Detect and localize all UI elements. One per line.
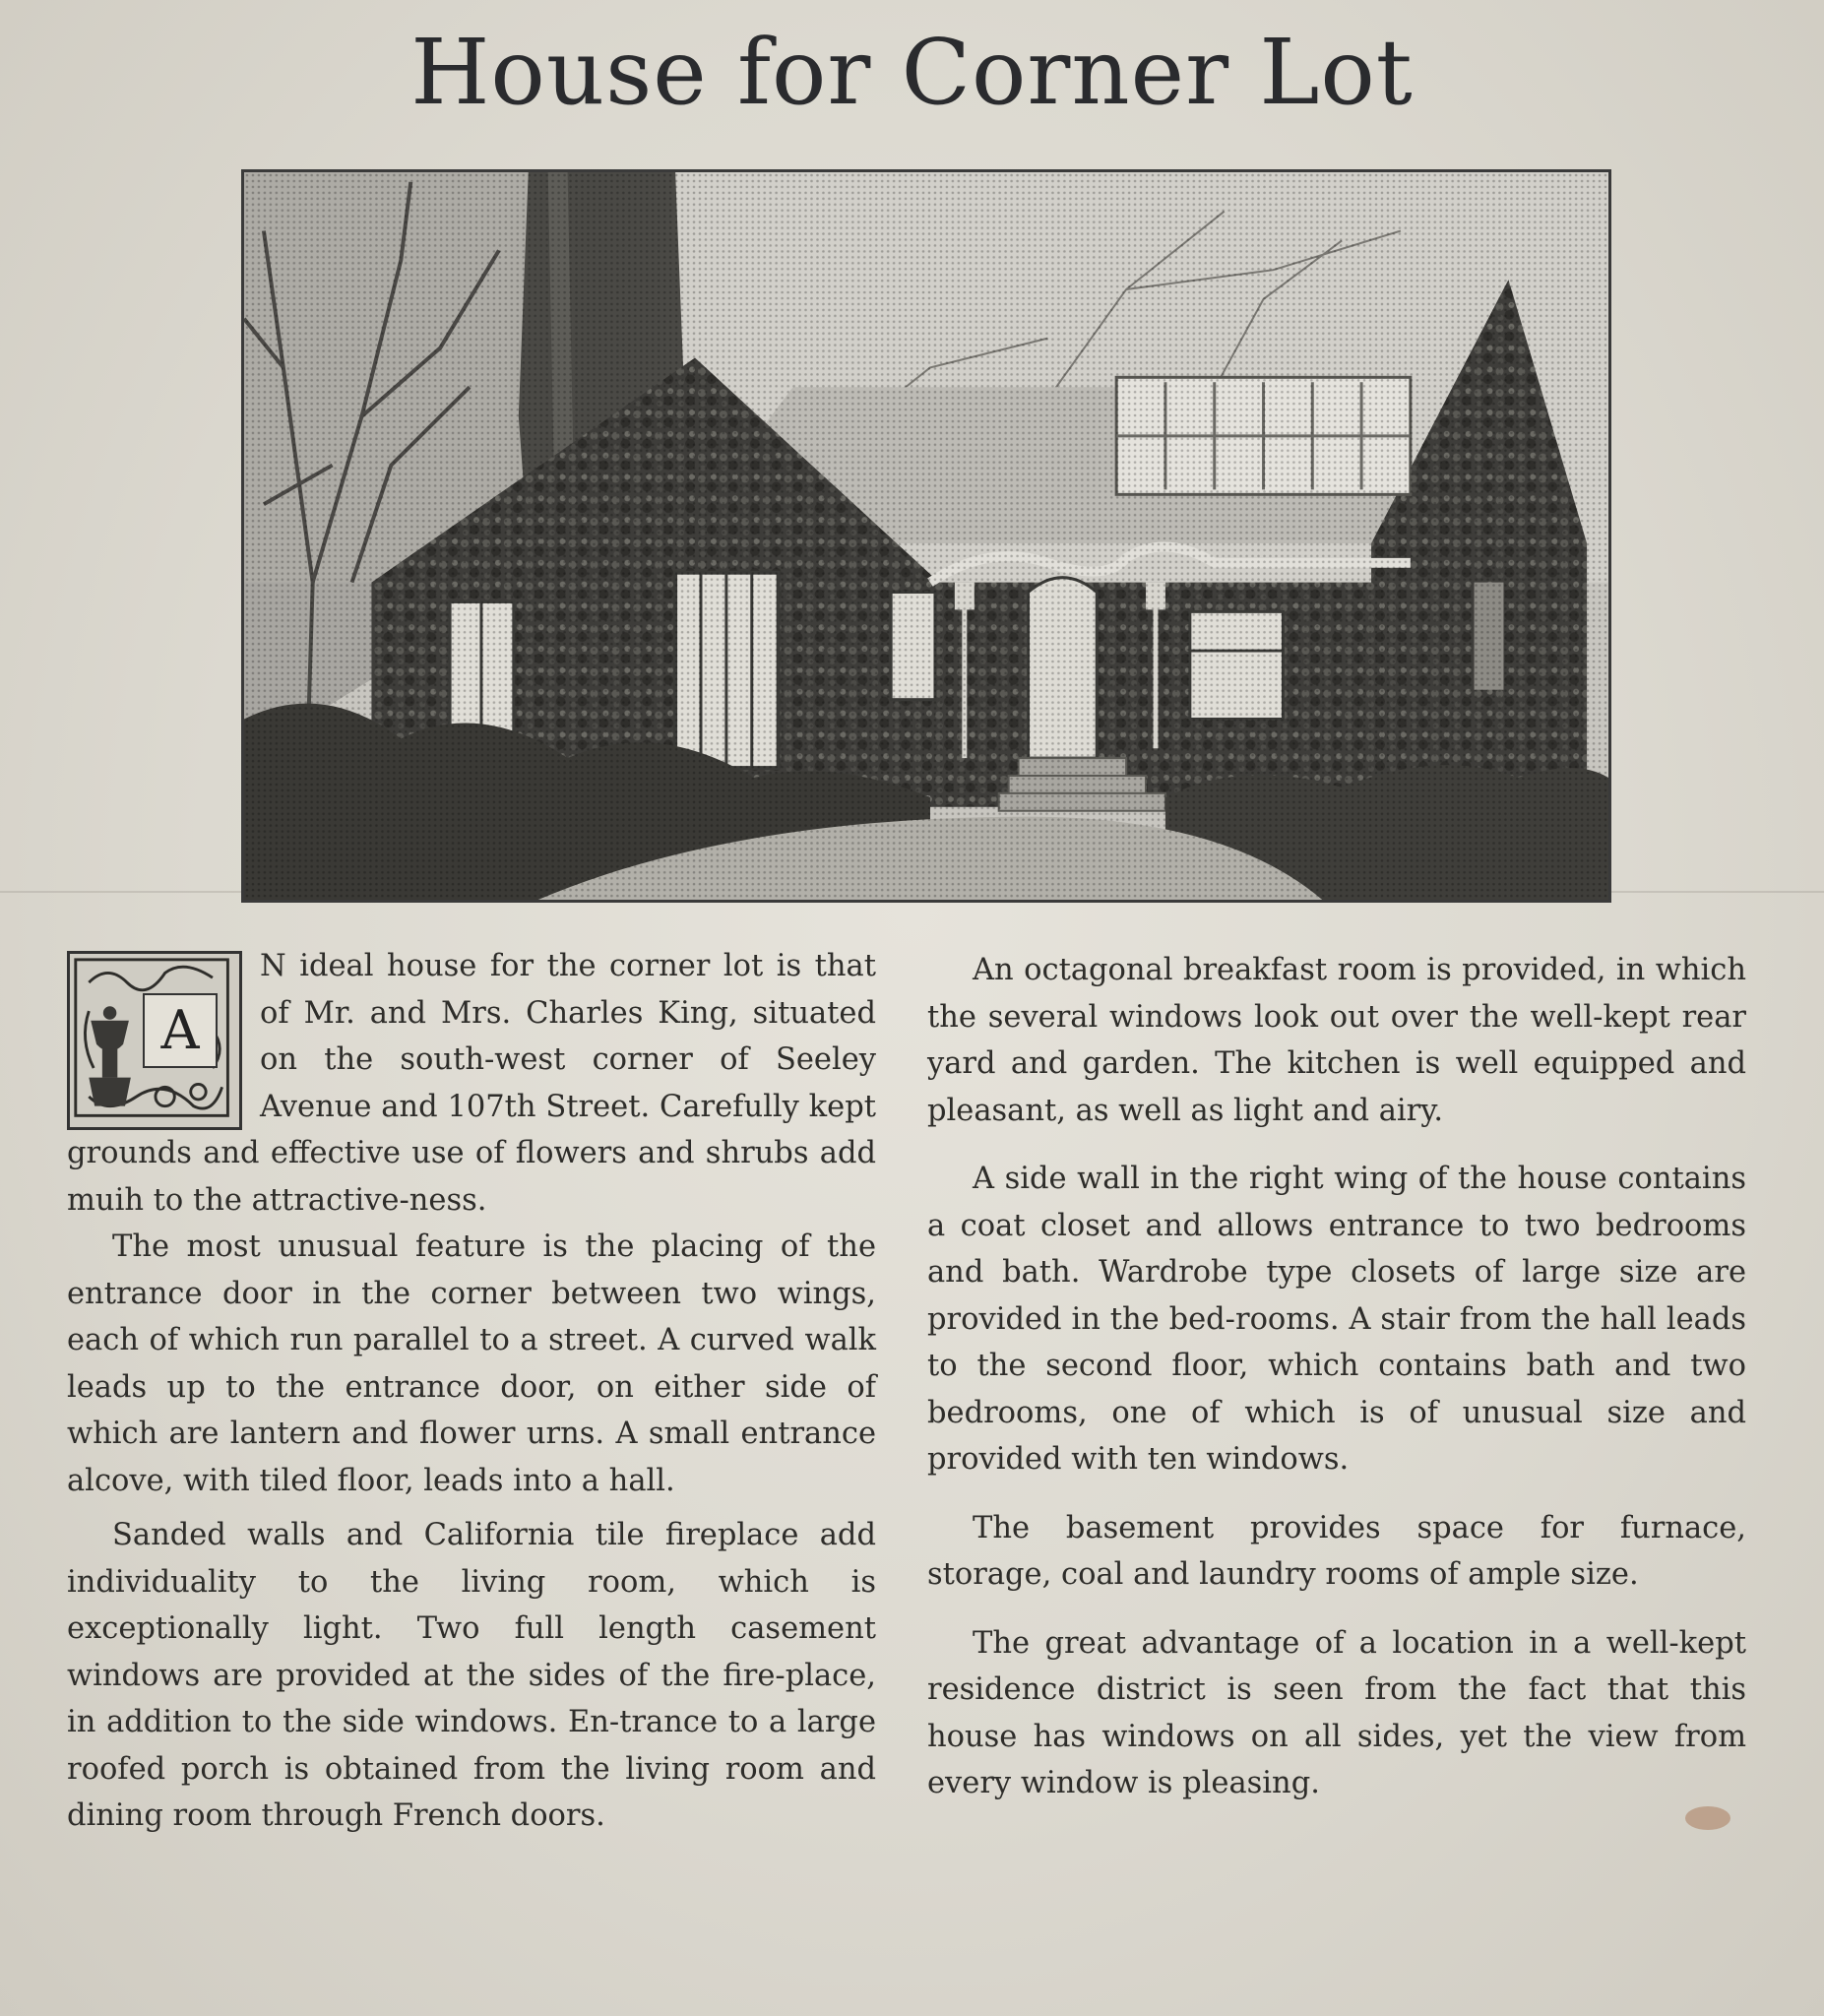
left-column	[67, 943, 876, 1840]
left-paragraph-3: Sanded walls and California tile fireplace add individuality to the living room, which is exceptionally light. Two full length casement windows are provided at the sides of the fire-place, in addition to the side windows. En-trance to a large roofed porch is obtained from the living room and dining room through French doors.	[67, 1518, 876, 1833]
article-title: House for Corner Lot	[410, 20, 1414, 125]
right-paragraph-4: The great advantage of a location in a well-kept residence district is seen from the fact that this house has windows on all sides, yet the view from every window is pleasing.	[927, 1625, 1746, 1800]
drop-cap-letter: A	[143, 993, 218, 1068]
ornamental-drop-cap	[67, 951, 242, 1130]
left-paragraph-1: N ideal house for the corner lot is that of Mr. and Mrs. Charles King, situated on the south-west corner of Seeley Avenue and 107th Street. Carefully kept grounds and effective use of flowers and shrubs add muih to the attractive-ness.	[67, 949, 876, 1218]
right-paragraph-1: An octagonal breakfast room is provided, in which the several windows look out over the well-kept rear yard and garden. The kitchen is well equipped and pleasant, as well as light and airy.	[927, 953, 1746, 1128]
right-paragraph-3: The basement provides space for furnace, storage, coal and laundry rooms of ample size.	[927, 1510, 1746, 1592]
right-paragraph-2: A side wall in the right wing of the house contains a coat closet and allows entrance to two bedrooms and bath. Wardrobe type closets of large size are provided in the bed-rooms. A stair from the hall leads to the second floor, which contains bath and two bedrooms, one of which is of unusual size and provided with ten windows.	[927, 1162, 1746, 1477]
right-column	[927, 947, 1746, 1829]
house-photograph	[241, 169, 1611, 903]
left-paragraph-2: The most unusual feature is the placing of the entrance door in the corner between two wings, each of which run parallel to a street. A curved walk leads up to the entrance door, on either side of which are lantern and flower urns. A small entrance alcove, with tiled floor, leads into a hall.	[67, 1229, 876, 1498]
house-photo-illustration	[244, 172, 1608, 900]
paper-stain	[1685, 1806, 1730, 1830]
